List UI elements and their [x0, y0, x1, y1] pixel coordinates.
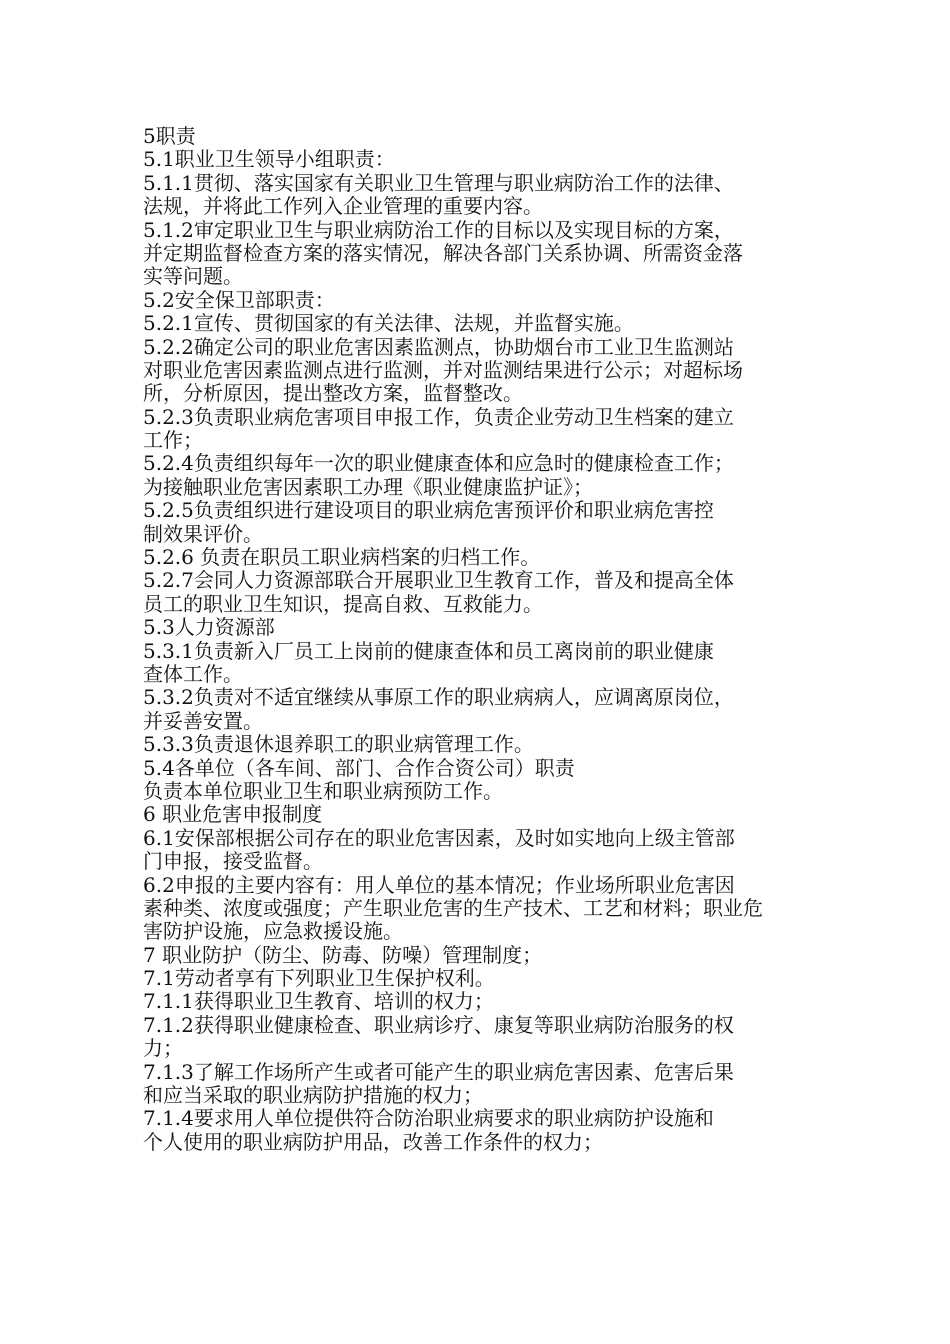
paragraph-p5-3-2	[143, 686, 815, 733]
text-line: 制效果评价。	[143, 521, 263, 546]
text-line: 5.2.6 负责在职员工职业病档案的归档工作。	[143, 545, 541, 570]
paragraph-p5-2-3	[143, 406, 815, 453]
paragraph-p7	[143, 944, 815, 967]
text-line: 5.2安全保卫部职责：	[143, 287, 335, 312]
document-page	[143, 125, 815, 1154]
text-line: 并定期监督检查方案的落实情况，解决各部门关系协调、所需资金落	[143, 240, 743, 265]
paragraph-p5-1-2	[143, 219, 815, 289]
text-line: 5.1.1贯彻、落实国家有关职业卫生管理与职业病防治工作的法律、	[143, 170, 734, 195]
text-line: 6.1安保部根据公司存在的职业危害因素，及时如实地向上级主管部	[143, 825, 735, 850]
text-line: 5.3.1负责新入厂员工上岗前的健康查体和员工离岗前的职业健康	[143, 638, 714, 663]
paragraph-p5-4	[143, 757, 815, 780]
paragraph-p7-1-3	[143, 1061, 815, 1108]
paragraph-p6	[143, 803, 815, 826]
text-line: 工作；	[143, 428, 203, 453]
text-line: 害防护设施，应急救援设施。	[143, 919, 403, 944]
text-line: 为接触职业危害因素职工办理《职业健康监护证》；	[143, 474, 593, 499]
text-line: 负责本单位职业卫生和职业病预防工作。	[143, 778, 503, 803]
text-line: 5.3.2负责对不适宜继续从事原工作的职业病病人，应调离原岗位，	[143, 685, 734, 710]
paragraph-p5-3-3	[143, 733, 815, 756]
paragraph-p7-1-2	[143, 1014, 815, 1061]
text-line: 5.4各单位（各车间、部门、合作合资公司）职责	[143, 755, 575, 780]
paragraph-p5-1-1	[143, 172, 815, 219]
paragraph-p7-1-4	[143, 1107, 815, 1154]
paragraph-p5-2-1	[143, 312, 815, 335]
text-line: 对职业危害因素监测点进行监测，并对监测结果进行公示；对超标场	[143, 357, 743, 382]
paragraph-p5-2-2	[143, 336, 815, 406]
text-line: 所，分析原因，提出整改方案，监督整改。	[143, 381, 523, 406]
paragraph-p5-2-5	[143, 499, 815, 546]
text-line: 6.2申报的主要内容有：用人单位的基本情况；作业场所职业危害因	[143, 872, 735, 897]
paragraph-p5-2-4	[143, 452, 815, 499]
text-line: 7.1.4要求用人单位提供符合防治职业病要求的职业病防护设施和	[143, 1106, 714, 1131]
paragraph-p5-3	[143, 616, 815, 639]
text-line: 7 职业防护（防尘、防毒、防噪）管理制度；	[143, 942, 543, 967]
text-line: 个人使用的职业病防护用品，改善工作条件的权力；	[143, 1129, 603, 1154]
text-line: 查体工作。	[143, 661, 243, 686]
text-line: 5.2.7会同人力资源部联合开展职业卫生教育工作，普及和提高全体	[143, 568, 734, 593]
paragraph-p7-1	[143, 967, 815, 990]
text-line: 5.2.2确定公司的职业危害因素监测点，协助烟台市工业卫生监测站	[143, 334, 734, 359]
text-line: 实等问题。	[143, 264, 243, 289]
text-line: 力；	[143, 1036, 183, 1061]
paragraph-p5-3-1	[143, 640, 815, 687]
text-line: 5.3.3负责退休退养职工的职业病管理工作。	[143, 732, 534, 757]
paragraph-p5-2	[143, 289, 815, 312]
text-line: 5职责	[143, 124, 196, 148]
text-line: 5.2.1宣传、贯彻国家的有关法律、法规，并监督实施。	[143, 311, 634, 336]
text-line: 和应当采取的职业病防护措施的权力；	[143, 1083, 483, 1108]
paragraph-p5-2-7	[143, 569, 815, 616]
text-line: 员工的职业卫生知识，提高自救、互救能力。	[143, 591, 543, 616]
text-line: 7.1.3了解工作场所产生或者可能产生的职业病危害因素、危害后果	[143, 1059, 734, 1084]
text-line: 5.2.3负责职业病危害项目申报工作，负责企业劳动卫生档案的建立	[143, 404, 734, 429]
text-line: 7.1.1获得职业卫生教育、培训的权力；	[143, 989, 494, 1014]
text-line: 5.1职业卫生领导小组职责：	[143, 147, 395, 172]
text-line: 5.1.2审定职业卫生与职业病防治工作的目标以及实现目标的方案，	[143, 217, 734, 242]
text-line: 素种类、浓度或强度；产生职业危害的生产技术、工艺和材料；职业危	[143, 895, 763, 920]
text-line: 5.3人力资源部	[143, 615, 275, 640]
text-line: 6 职业危害申报制度	[143, 802, 323, 827]
text-line: 7.1劳动者享有下列职业卫生保护权利。	[143, 966, 495, 991]
paragraph-p5-1	[143, 148, 815, 171]
text-line: 法规，并将此工作列入企业管理的重要内容。	[143, 194, 543, 219]
text-line: 门申报，接受监督。	[143, 849, 323, 874]
paragraph-p7-1-1	[143, 990, 815, 1013]
text-line: 并妥善安置。	[143, 708, 263, 733]
paragraph-p6-1	[143, 827, 815, 874]
text-line: 5.2.5负责组织进行建设项目的职业病危害预评价和职业病危害控	[143, 498, 714, 523]
paragraph-p6-2	[143, 874, 815, 944]
text-line: 7.1.2获得职业健康检查、职业病诊疗、康复等职业病防治服务的权	[143, 1012, 734, 1037]
text-line: 5.2.4负责组织每年一次的职业健康查体和应急时的健康检查工作；	[143, 451, 734, 476]
paragraph-p5	[143, 125, 815, 148]
paragraph-p5-2-6	[143, 546, 815, 569]
paragraph-p5-4-body	[143, 780, 815, 803]
